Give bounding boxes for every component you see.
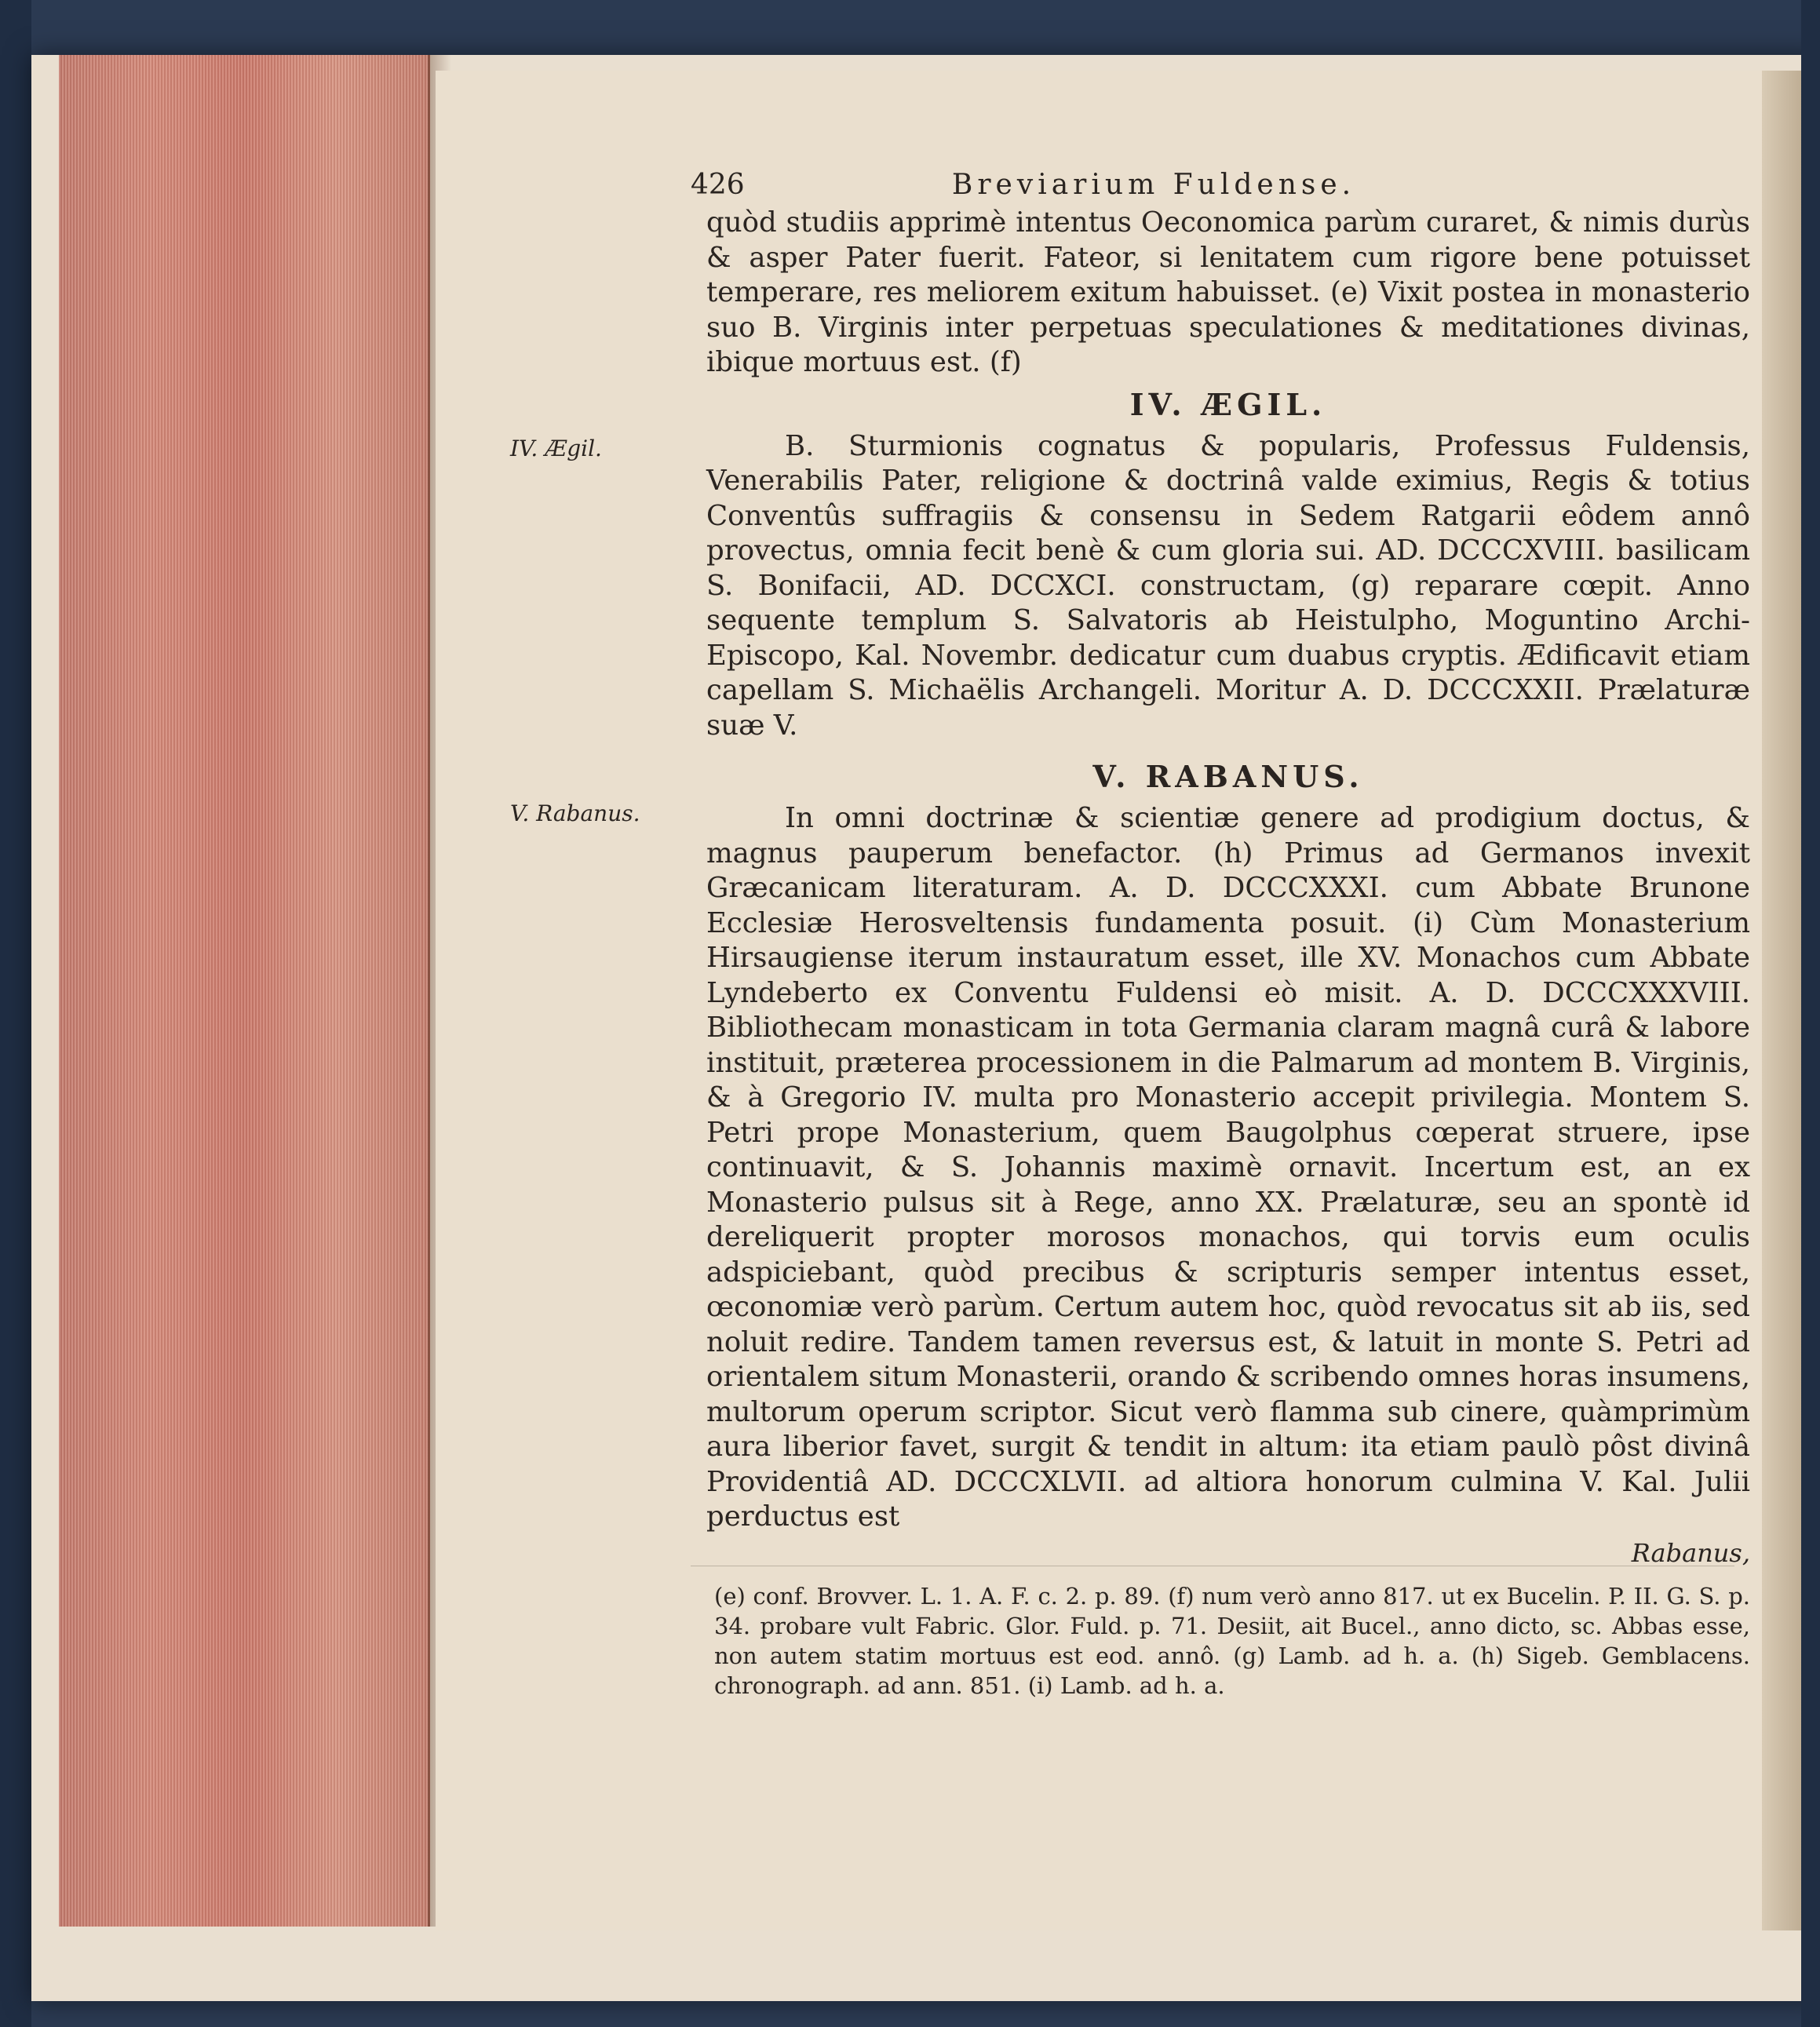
facing-page-edge xyxy=(1762,71,1801,1930)
page-number: 426 xyxy=(691,169,745,201)
heading-rabanus: V. RABANUS. xyxy=(1092,759,1364,794)
right-background xyxy=(1801,0,1820,2027)
page-edge-texture xyxy=(59,55,428,1927)
main-text xyxy=(706,206,1750,1535)
paragraph-1: quòd studiis apprimè intentus Oeconomica parùm curaret, & nimis durùs & asper Pater fuerit. Fateor, si lenitatem cum rigore bene potuisset temperare, res meliorem exitum habuisset. (e) Vixit postea in monasterio suo B. Virginis inter perpetuas speculationes & meditationes divinas, ibique mortuus est. (f) xyxy=(706,206,1750,378)
margin-note-aegil: IV. Ægil. xyxy=(510,436,602,461)
page-edges xyxy=(59,55,430,1927)
margin-note-rabanus: V. Rabanus. xyxy=(510,800,640,826)
left-background xyxy=(0,0,31,2027)
catchword: Rabanus, xyxy=(1631,1538,1750,1568)
page-header xyxy=(691,169,1617,208)
heading-aegil: IV. ÆGIL. xyxy=(1129,386,1327,422)
footnotes xyxy=(714,1581,1750,1701)
paragraph-3: In omni doctrinæ & scientiæ genere ad prodigium doctus, & magnus pauperum benefactor. (h) Primus ad Germanos invexit Græcanicam literaturam. A. D. DCCCXXXI. cum Abbate Brunone Ecclesiæ Herosveltensis fundamenta posuit. (i) Cùm Monasterium Hirsaugiense iterum instauratum esset, ille XV. Monachos cum Abbate Lyndeberto ex Conventu Fuldensi eò misit. A. D. DCCCXXXVIII. Bibliothecam monasticam in tota Germania claram magnâ curâ & labore instituit, præterea processionem in die Palmarum ad montem B. Virginis, & à Gregorio IV. multa pro Monasterio accepit privilegia. Montem S. Petri prope Monasterium, quem Baugolphus cœperat struere, ipse continuavit, & S. Johannis maximè ornavit. Incertum est, an ex Monasterio pulsus sit à Rege, anno XX. Prælaturæ, seu an spontè id dereliquerit propter morosos monachos, qui torvis eum oculis adspiciebant, quòd precibus & scripturis semper intentus esset, œconomiæ verò parùm. Certum autem hoc, quòd revocatus sit ab iis, sed noluit redire. Tandem tamen reversus est, & latuit in monte S. Petri ad orientalem situm Monasterii, orando & scribendo omnes horas insumens, multorum operum scriptor. Sicut verò flamma sub cinere, quàmprimùm aura liberior favet, surgit & tendit in altum: ita etiam paulò pôst divinâ Providentiâ AD. DCCCXLVII. ad altiora honorum culmina V. Kal. Julii perductus est xyxy=(706,802,1750,1533)
running-title: Breviarium Fuldense. xyxy=(951,169,1356,201)
paragraph-2: B. Sturmionis cognatus & popularis, Professus Fuldensis, Venerabilis Pater, religione & doctrinâ valde eximius, Regis & totius Conventûs suffragiis & consensu in Sedem Ratgarii eôdem annô provectus, omnia fecit benè & cum gloria sui. AD. DCCCXVIII. basilicam S. Bonifacii, AD. DCCXCI. constructam, (g) reparare cœpit. Anno sequente templum S. Salvatoris ab Heistulpho, Moguntino Archi-Episcopo, Kal. Novembr. dedicatur cum duabus cryptis. Ædificavit etiam capellam S. Michaëlis Archangeli. Moritur A. D. DCCCXXII. Prælaturæ suæ V. xyxy=(706,429,1750,742)
footnote-text: (e) conf. Brovver. L. 1. A. F. c. 2. p. 89. (f) num verò anno 817. ut ex Bucelin. P. II. G. S. p. 34. probare vult Fabric. Glor. Fuld. p. 71. Desiit, ait Bucel., anno dicto, sc. Abbas esse, non autem statim mortuus est eod. annô. (g) Lamb. ad h. a. (h) Sigeb. Gemblacens. chronograph. ad ann. 851. (i) Lamb. ad h. a. xyxy=(714,1583,1750,1699)
